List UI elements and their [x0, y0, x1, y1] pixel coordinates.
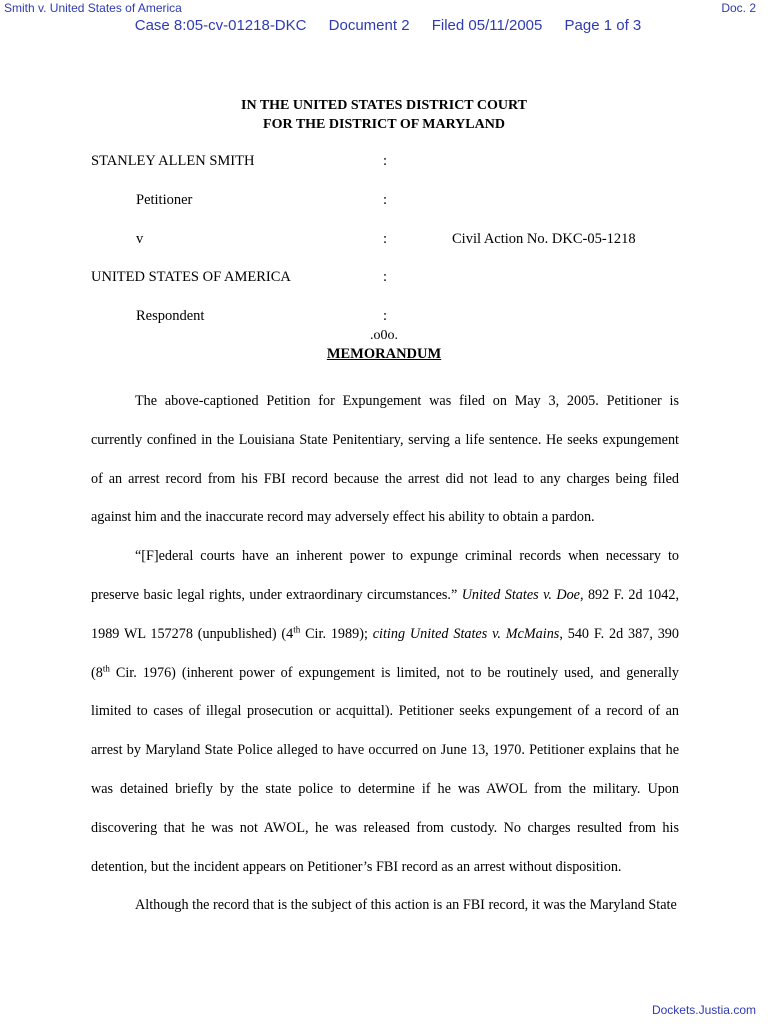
- justia-footer-link[interactable]: Dockets.Justia.com: [651, 1003, 756, 1017]
- caption-colon: :: [383, 231, 388, 247]
- case-citation: United States v. Doe: [461, 586, 580, 603]
- caption-colon: :: [383, 308, 388, 324]
- text: Cir. 1989);: [300, 625, 373, 642]
- petitioner-name: STANLEY ALLEN SMITH: [91, 153, 255, 169]
- paragraph-1: The above-captioned Petition for Expungement was filed on May 3, 2005. Petitioner is currently confined in the Louisiana State Penitentiary, serving a life sentence. He seeks expungement of an arrest record from his FBI record because the arrest did not lead to any charges being filed against him and the inaccurate record may adversely effect his ability to obtain a pardon.: [91, 393, 679, 526]
- text: Cir. 1976) (inherent power of expungement is limited, not to be routinely used, and generally limited to cases of illegal prosecution or acquittal). Petitioner seeks expungement of a record of an arrest by Maryland State Police alleged to have occurred on June 13, 1970. Petitioner explains that he was detained briefly by the state police to determine if he was AWOL from the military. Upon discovering that he was not AWOL, he was released from custody. No charges resulted from his detention, but the incident appears on Petitioner’s FBI record as an arrest without disposition.: [91, 664, 679, 875]
- filed-date: Filed 05/11/2005: [431, 17, 543, 34]
- text: “[F]ederal courts have an inherent power to expunge criminal records when necessary to preserve basic legal rights, under extraordinary circumstances.”: [91, 548, 679, 603]
- doc-number-link[interactable]: Doc. 2: [721, 1, 756, 15]
- page-indicator: Page 1 of 3: [564, 17, 642, 34]
- memorandum-title: MEMORANDUM: [326, 346, 442, 362]
- filing-stamp: [0, 17, 768, 34]
- caption-separator: .o0o.: [370, 328, 398, 343]
- memorandum-body: [91, 382, 679, 925]
- case-citation: citing United States v. McMains: [372, 625, 560, 642]
- paragraph-2: [91, 537, 679, 886]
- text: , 540 F. 2d 387, 390 (8: [91, 625, 679, 681]
- text: , 892 F. 2d 1042, 1989 WL 157278 (unpublished) (4: [91, 586, 679, 642]
- superscript: th: [102, 662, 110, 673]
- case-number: Case 8:05-cv-01218-DKC: [134, 17, 307, 34]
- paragraph-3: Although the record that is the subject of this action is an FBI record, it was the Maryland State: [135, 897, 677, 914]
- caption-colon: :: [383, 269, 388, 285]
- caption-colon: :: [383, 192, 388, 208]
- case-name-link[interactable]: Smith v. United States of America: [4, 1, 182, 15]
- caption-colon: :: [383, 153, 388, 169]
- court-heading: [0, 96, 768, 134]
- versus: v: [136, 231, 144, 247]
- civil-action-number: Civil Action No. DKC-05-1218: [452, 231, 636, 247]
- court-line-1: IN THE UNITED STATES DISTRICT COURT: [241, 98, 527, 113]
- petitioner-role: Petitioner: [136, 192, 193, 208]
- respondent-role: Respondent: [136, 308, 205, 324]
- superscript: th: [293, 624, 301, 635]
- document-number: Document 2: [328, 17, 410, 34]
- respondent-name: UNITED STATES OF AMERICA: [91, 269, 291, 285]
- court-line-2: FOR THE DISTRICT OF MARYLAND: [263, 117, 505, 132]
